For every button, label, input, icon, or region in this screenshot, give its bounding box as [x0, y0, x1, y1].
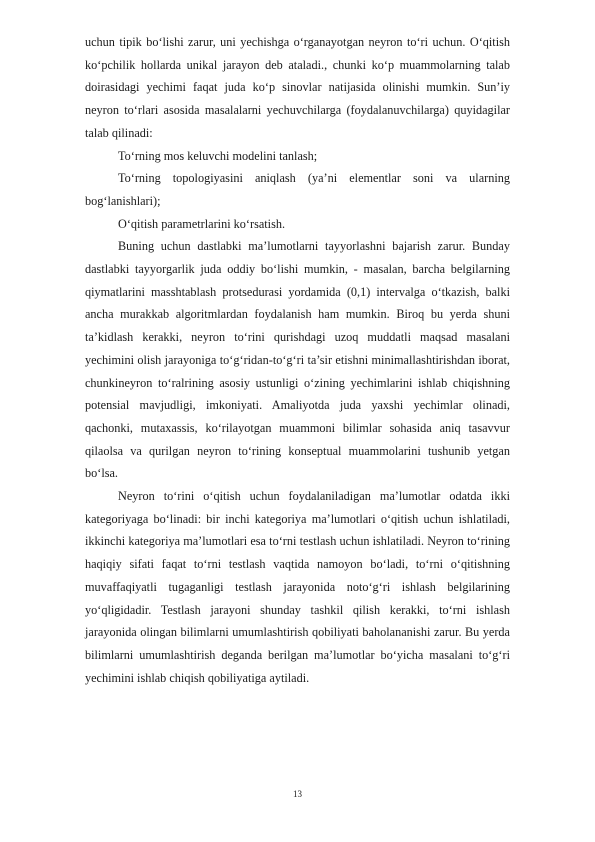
paragraph-data-preparation: Buning uchun dastlabki ma’lumotlarni tayyorlashni bajarish zarur. Bunday dastlabki tayyorgarlik juda oddiy bo‘lishi mumkin, - masalan, barcha belgilarning qiymatlarini masshtablash protsedurasi yordamida (0,1) intervalga o‘tkazish, balki ancha murakkab algoritmlardan foydalanish ham mumkin. Biroq bu yerda shuni ta’kidlash kerakki, neyron to‘rini qurishdagi uzoq muddatli maqsad masalani yechimini olish jarayoniga to‘g‘ridan-to‘g‘ri ta’sir etishni minimallashtirishdan iborat, chunkineyron to‘ralrining asosiy ustunligi o‘zining yechimlarini ishlab chiqishning potensial mavjudligi, imkoniyati. Amaliyotda juda yaxshi yechimlar olinadi, qachonki, mutaxassis, ko‘rilayotgan muammoni bilimlar sohasida aniq tasavvur qilaolsa va qurilgan neyron to‘rining konseptual muammolarini tushunib yetgan bo‘lsa.: [85, 239, 510, 481]
paragraph-continuation: uchun tipik bo‘lishi zarur, uni yechishga o‘rganayotgan neyron to‘ri uchun. O‘qitish ko‘pchilik hollarda unikal jarayon deb ataladi., chunki ko‘p muammolarning talab doirasidagi yechimi faqat juda ko‘p sinovlar natijasida olinishi mumkin. Sun’iy neyron to‘rlari asosida masalalarni yechuvchilarga (foydalanuvchilarga) quyidagilar talab qilinadi:: [85, 35, 510, 140]
list-item-parameters: O‘qitish parametrlarini ko‘rsatish.: [118, 216, 286, 231]
paragraph-training-data: Neyron to‘rini o‘qitish uchun foydalaniladigan ma’lumotlar odatda ikki kategoriyaga bo‘linadi: bir inchi kategoriya ma’lumotlari o‘qitish uchun ishlatiladi, ikkinchi kategoriya ma’lumotlari esa to‘rni testlash uchun ishlatiladi. Neyron to‘rining haqiqiy sifati faqat to‘rni testlash vaqtida namoyon bo‘ladi, to‘rni o‘qitishning muvaffaqiyatli tugaganligi testlash jarayonida noto‘g‘ri ishlash belgilarining yo‘qligidadir. Testlash jarayoni shunday tashkil qilish kerakki, to‘rni ishlash jarayonida olingan bilimlarni umumlashtirish qobiliyati baholananishi zarur. Bu yerda bilimlarni umumlashtirish deganda berilgan ma’lumotlar bo‘yicha masalani to‘g‘ri yechimini ishlab chiqish qobiliyatiga aytiladi.: [85, 489, 510, 685]
list-item-model: To‘rning mos keluvchi modelini tanlash;: [118, 148, 318, 163]
document-body: [85, 31, 510, 689]
list-item-topology: To‘rning topologiyasini aniqlash (ya’ni elementlar soni va ularning bog‘lanishlari);: [85, 171, 510, 208]
page-number: 13: [293, 789, 302, 799]
